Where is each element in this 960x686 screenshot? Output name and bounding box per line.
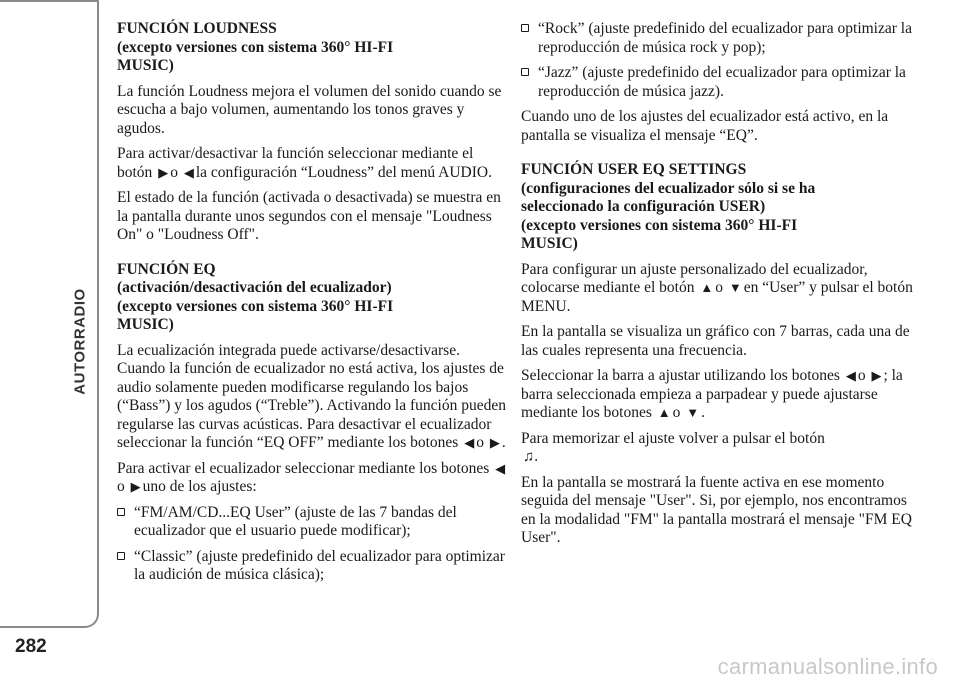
arrow-right-icon: ▶ [158, 164, 169, 180]
arrow-left-icon: ◀ [495, 460, 506, 476]
heading-eq: FUNCIÓN EQ (activación/desactivación del ecualizador) (excepto versiones con sistema 360° HI-FI MUSIC) [117, 260, 394, 333]
heading-loudness: FUNCIÓN LOUDNESS (excepto versiones con sistema 360° HI-FI MUSIC) [117, 20, 394, 74]
paragraph: La ecualización integrada puede activarse/desactivarse. Cuando la función de ecualizador no está activa, los ajustes de audio solamente pueden modificarse regulando los bajos (“Bass”) y los agudos (“Treble”). Activando la función pueden regularse las curvas acústicas. Para desactivar el ecualizador seleccionar la función “EQ OFF” mediante los botones ◀ o ▶ . [117, 341, 506, 451]
left-column [117, 20, 509, 592]
arrow-up-icon: ▲ [657, 405, 671, 420]
arrow-up-icon: ▲ [700, 280, 714, 295]
list-item: “Classic” (ajuste predefinido del ecualizador para optimizar la audición de música clásica); [117, 548, 509, 585]
paragraph: Para activar/desactivar la función seleccionar mediante el botón ▶ o ◀ la configuración “Loudness” del menú AUDIO. [117, 145, 492, 181]
paragraph: Para configurar un ajuste personalizado del ecualizador, colocarse mediante el botón ▲ o ▼ en “User” y pulsar el botón MENU. [521, 260, 913, 315]
paragraph: En la pantalla se mostrará la fuente activa en ese momento seguida del mensaje "User". Si, por ejemplo, nos encontramos en la modalidad "FM" la pantalla mostrará el mensaje "FM EQ User". [521, 473, 912, 546]
paragraph: Seleccionar la barra a ajustar utilizando los botones ◀ o ▶ ; la barra seleccionada empieza a parpadear y puede ajustarse mediante los botones ▲ o ▼ . [521, 367, 903, 421]
paragraph: El estado de la función (activada o desactivada) se muestra en la pantalla durante unos segundos con el mensaje "Loudness On" o "Loudness Off". [117, 189, 501, 243]
arrow-right-icon: ▶ [871, 368, 882, 383]
footer-watermark: carmanualsonline.info [717, 654, 938, 679]
arrow-left-icon: ◀ [845, 368, 856, 383]
list-item: “FM/AM/CD...EQ User” (ajuste de las 7 bandas del ecualizador que el usuario puede modificar); [117, 504, 509, 541]
list-item: “Jazz” (ajuste predefinido del ecualizador para optimizar la reproducción de música jazz). [521, 64, 913, 101]
paragraph: Cuando uno de los ajustes del ecualizador está activo, en la pantalla se visualiza el mensaje “EQ”. [521, 108, 889, 144]
music-note-icon: ♫ [523, 449, 535, 465]
section-label: AUTORRADIO [71, 287, 89, 395]
arrow-down-icon: ▼ [686, 405, 700, 420]
arrow-down-icon: ▼ [728, 280, 742, 295]
heading-user-eq: FUNCIÓN USER EQ SETTINGS (configuraciones del ecualizador sólo si se ha seleccionado la configuración USER) (excepto versiones con sistema 360° HI-FI MUSIC) [521, 161, 816, 252]
paragraph: En la pantalla se visualiza un gráfico con 7 barras, cada una de las cuales representa una frecuencia. [521, 323, 910, 359]
arrow-right-icon: ▶ [130, 479, 141, 494]
right-column [521, 20, 913, 555]
arrow-right-icon: ▶ [489, 435, 500, 450]
paragraph: Para memorizar el ajuste volver a pulsar el botón ♫. [521, 429, 825, 465]
paragraph: Para activar el ecualizador seleccionar mediante los botones ◀o ▶ uno de los ajustes: [117, 459, 506, 495]
checkbox-bullet-icon [117, 508, 125, 516]
arrow-left-icon: ◀ [464, 435, 475, 450]
arrow-left-icon: ◀ [183, 164, 194, 180]
paragraph: La función Loudness mejora el volumen del sonido cuando se escucha a bajo volumen, aumentando los tonos graves y agudos. [117, 82, 502, 137]
checkbox-bullet-icon [521, 68, 529, 76]
list-item: “Rock” (ajuste predefinido del ecualizador para optimizar la reproducción de música rock y pop); [521, 20, 913, 57]
checkbox-bullet-icon [521, 24, 529, 32]
checkbox-bullet-icon [117, 552, 125, 560]
page-number: 282 [15, 636, 47, 657]
